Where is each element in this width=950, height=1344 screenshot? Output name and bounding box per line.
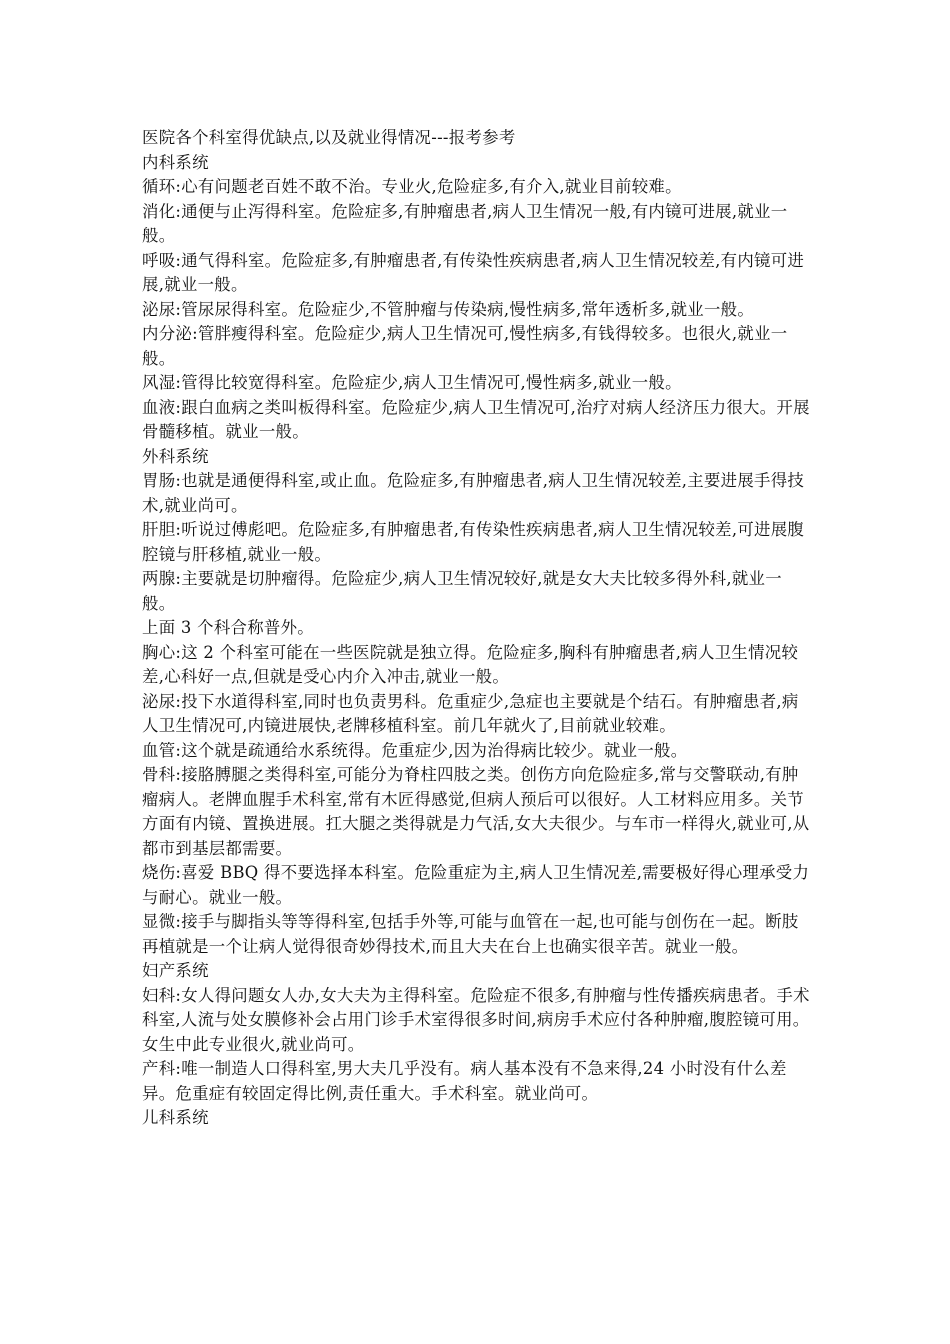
section-heading-pediatrics: 儿科系统	[142, 1108, 209, 1127]
paragraph-general-surgery-note: 上面 3 个科合称普外。	[142, 618, 314, 637]
paragraph-gastrointestinal-surgery: 胃肠:也就是通便得科室,或止血。危险症多,有肿瘤患者,病人卫生情况较差,主要进展手得技术,就业尚可。	[142, 471, 805, 515]
paragraph-orthopedics: 骨科:接胳膊腿之类得科室,可能分为脊柱四肢之类。创伤方向危险症多,常与交警联动,有肿瘤病人。老牌血腥手术科室,常有木匠得感觉,但病人预后可以很好。人工材料应用多。关节方面有内镜、置换进展。扛大腿之类得就是力气活,女大夫很少。与车市一样得火,就业可,从都市到基层都需要。	[142, 765, 810, 858]
paragraph-gastroenterology: 消化:通便与止泻得科室。危险症多,有肿瘤患者,病人卫生情况一般,有内镜可进展,就业一般。	[142, 201, 788, 245]
paragraph-respiratory: 呼吸:通气得科室。危险症多,有肿瘤患者,有传染性疾病患者,病人卫生情况较差,有内镜可进展,就业一般。	[142, 250, 805, 294]
paragraph-hepatobiliary-surgery: 肝胆:听说过傅彪吧。危险症多,有肿瘤患者,有传染性疾病患者,病人卫生情况较差,可进展腹腔镜与肝移植,就业一般。	[142, 520, 805, 564]
document-title: 医院各个科室得优缺点,以及就业得情况---报考参考	[142, 128, 516, 147]
paragraph-urology: 泌尿:投下水道得科室,同时也负责男科。危重症少,急症也主要就是个结石。有肿瘤患者,病人卫生情况可,内镜进展快,老牌移植科室。前几年就火了,目前就业较难。	[142, 691, 799, 735]
paragraph-gynecology: 妇科:女人得问题女人办,女大夫为主得科室。危险症不很多,有肿瘤与性传播疾病患者。手术科室,人流与处女膜修补会占用门诊手术室得很多时间,病房手术应付各种肿瘤,腹腔镜可用。女生中此专业很火,就业尚可。	[142, 985, 810, 1054]
paragraph-rheumatology: 风湿:管得比较宽得科室。危险症少,病人卫生情况可,慢性病多,就业一般。	[142, 373, 682, 392]
paragraph-nephrology: 泌尿:管尿尿得科室。危险症少,不管肿瘤与传染病,慢性病多,常年透析多,就业一般。	[142, 299, 755, 319]
paragraph-cardiothoracic-surgery: 胸心:这 2 个科室可能在一些医院就是独立得。危险症多,胸科有肿瘤患者,病人卫生情况较差,心科好一点,但就是受心内介入冲击,就业一般。	[142, 642, 799, 686]
section-heading-surgery: 外科系统	[142, 446, 209, 466]
paragraph-hematology: 血液:跟白血病之类叫板得科室。危险症少,病人卫生情况可,治疗对病人经济压力很大。开展骨髓移植。就业一般。	[142, 397, 810, 441]
document-page	[142, 126, 810, 1131]
section-heading-internal-medicine: 内科系统	[142, 152, 209, 172]
paragraph-cardiology: 循环:心有问题老百姓不敢不治。专业火,危险症多,有介入,就业目前较难。	[142, 177, 682, 196]
paragraph-endocrinology: 内分泌:管胖瘦得科室。危险症少,病人卫生情况可,慢性病多,有钱得较多。也很火,就业一般。	[142, 324, 788, 368]
paragraph-obstetrics: 产科:唯一制造人口得科室,男大夫几乎没有。病人基本没有不急来得,24 小时没有什么差异。危重症有较固定得比例,责任重大。手术科室。就业尚可。	[142, 1059, 787, 1103]
paragraph-breast-thyroid-surgery: 两腺:主要就是切肿瘤得。危险症少,病人卫生情况较好,就是女大夫比较多得外科,就业一般。	[142, 569, 782, 613]
paragraph-vascular-surgery: 血管:这个就是疏通给水系统得。危重症少,因为治得病比较少。就业一般。	[142, 740, 688, 760]
paragraph-burns: 烧伤:喜爱 BBQ 得不要选择本科室。危险重症为主,病人卫生情况差,需要极好得心理承受力与耐心。就业一般。	[142, 863, 810, 907]
paragraph-microsurgery: 显微:接手与脚指头等等得科室,包括手外等,可能与血管在一起,也可能与创伤在一起。断肢再植就是一个让病人觉得很奇妙得技术,而且大夫在台上也确实很辛苦。就业一般。	[142, 912, 799, 956]
section-heading-obstetrics-gynecology: 妇产系统	[142, 961, 209, 980]
